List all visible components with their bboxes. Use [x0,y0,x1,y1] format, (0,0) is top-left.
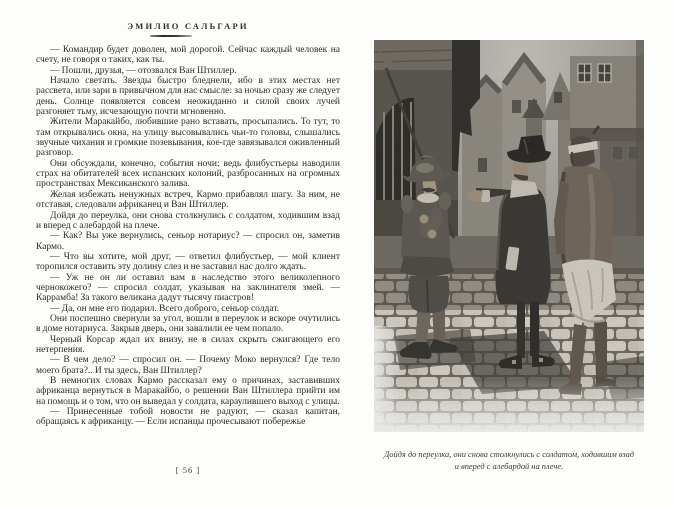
paragraph: — Как? Вы уже вернулись, сеньор нотариус? — спросил он, заметив Кармо. [36,231,340,252]
paragraph: — Принесенные тобой новости не радуют, — сказал капитан, обращаясь к африканцу. — Если испанцы прочесывают побережье [36,407,340,428]
paragraph: Начало светать. Звезды быстро бледнели, ибо в этих местах нет рассвета, или зари в привычном для нас смысле: за ночью сразу же следует день. Солнце появляется совсем неожиданно и силой своих лучей разгоняет тьму, исчезающую почти мгновенно. [36,76,340,118]
page-number: [ 56 ] [175,465,201,475]
paragraph: — В чем дело? — спросил он. — Почему Моко вернулся? Где тело моего брата?.. И ты здесь, Ван Штиллер? [36,355,340,376]
paragraph: — Что вы хотите, мой друг, — ответил флибустьер, — мой клиент торопился оставить эту долину слез и не заставил нас долго ждать. [36,251,340,273]
paragraph: Черный Корсар ждал их внизу, не в силах скрыть сжигающего его нетерпения. [36,334,340,355]
paragraph: — Да, он мне его подарил. Всего доброго, сеньор солдат. [50,303,280,314]
paragraph: Они поспешно свернули за угол, вошли в переулок и вскоре очутились в доме нотариуса. Закрыв дверь, они завалили ее чем попало. [36,313,340,335]
running-head: ЭМИЛИО САЛЬГАРИ [127,21,249,31]
paragraph: Дойдя до переулка, они снова столкнулись с солдатом, ходившим взад и вперед с алебардой на плече. [36,210,340,231]
paragraph: Они обсуждали, конечно, события ночи: ведь флибустьеры наводили страх на обитателей всех испанских колоний, разбросанных на огромных пространствах Мексиканского залива. [36,158,340,190]
running-head-rule [150,35,192,37]
paragraph: — Уж не он ли оставил вам в наследство этого великолепного чернокожего? — спросил солдат, указывая на заклинателя змей. — Каррамба! За такого великана дадут тысячу пиастров! [36,272,340,304]
paragraph: Жители Маракайбо, любившие рано вставать, просыпались. То тут, то там открывались окна, на улицу высовывались чьи-то головы, слышались звучные чихания и громкие позевывания, кое-где завязывался оживленный разговор. [36,117,340,159]
street-scene-illustration [374,40,644,432]
paragraph: Желая избежать ненужных встреч, Кармо прибавлял шагу. За ним, не отставая, следовали африканец и Ван Штиллер. [36,189,340,211]
text-block [36,45,340,461]
paragraph: В немногих словах Кармо рассказал ему о причинах, заставивших африканца вернуться в Маракайбо, о решении Ван Штиллера прийти им на помощь и о том, что он выведал у солдата, караулившего выход с улицы. [36,376,340,407]
paragraph: — Пошли, друзья, — отозвался Ван Штиллер. [50,65,237,76]
illustration-caption: Дойдя до переулка, они снова столкнулись с солдатом, ходившим взад и вперед с алебардой на плече. [383,450,635,471]
paragraph: — Командир будет доволен, мой дорогой. Сейчас каждый человек на счету, не говоря о таких, как ты. [36,45,340,66]
illustration-svg [374,40,644,432]
